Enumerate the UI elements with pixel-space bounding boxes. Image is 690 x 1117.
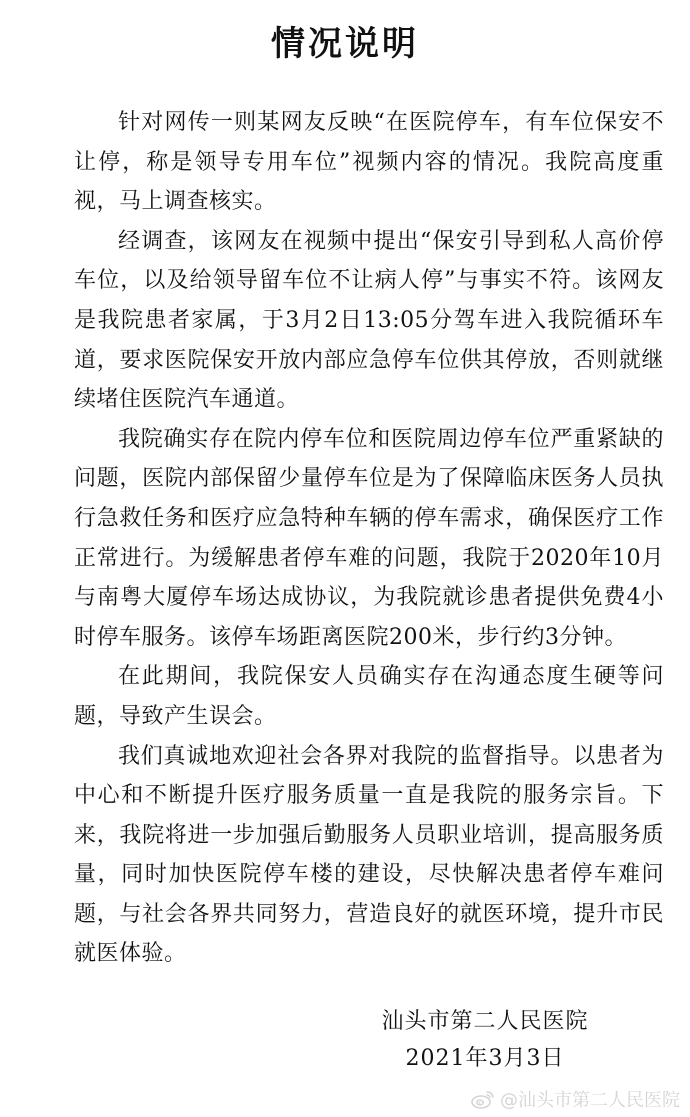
paragraph-5: 我们真诚地欢迎社会各界对我院的监督指导。以患者为中心和不断提升医疗服务质量一直是我院的服务宗旨。下来，我院将进一步加强后勤服务人员职业培训，提高服务质量，同时加快医院停车楼的建设，尽快解决患者停车难问题，与社会各界共同努力，营造良好的就医环境，提升市民就医体验。: [74, 743, 664, 967]
paragraph-4: 在此期间，我院保安人员确实存在沟通态度生硬等问题，导致产生误会。: [74, 664, 664, 729]
document-title: 情况说明: [271, 24, 419, 64]
watermark: [470, 1086, 680, 1112]
weibo-icon: [470, 1089, 496, 1109]
watermark-text: @汕头市第二人民医院: [500, 1090, 680, 1111]
document-body: [74, 103, 664, 974]
signature-date: 2021年3月3日: [405, 1046, 565, 1071]
paragraph-2: 经调查，该网友在视频中提出“保安引导到私人高价停车位，以及给领导留车位不让病人停”与事实不符。该网友是我院患者家属，于3月2日13:05分驾车进入我院循环车道，要求医院保安开放内部应急停车位供其停放，否则就继续堵住医院汽车通道。: [74, 228, 664, 413]
paragraph-3: 我院确实存在院内停车位和医院周边停车位严重紧缺的问题，医院内部保留少量停车位是为了保障临床医务人员执行急救任务和医疗应急特种车辆的停车需求，确保医疗工作正常进行。为缓解患者停车难的问题，我院于2020年10月与南粤大厦停车场达成协议，为我院就诊患者提供免费4小时停车服务。该停车场距离医院200米，步行约3分钟。: [74, 426, 664, 650]
signature-organization: 汕头市第二人民医院: [381, 1009, 589, 1034]
paragraph-1: 针对网传一则某网友反映“在医院停车，有车位保安不让停，称是领导专用车位”视频内容的情况。我院高度重视，马上调查核实。: [74, 110, 664, 215]
